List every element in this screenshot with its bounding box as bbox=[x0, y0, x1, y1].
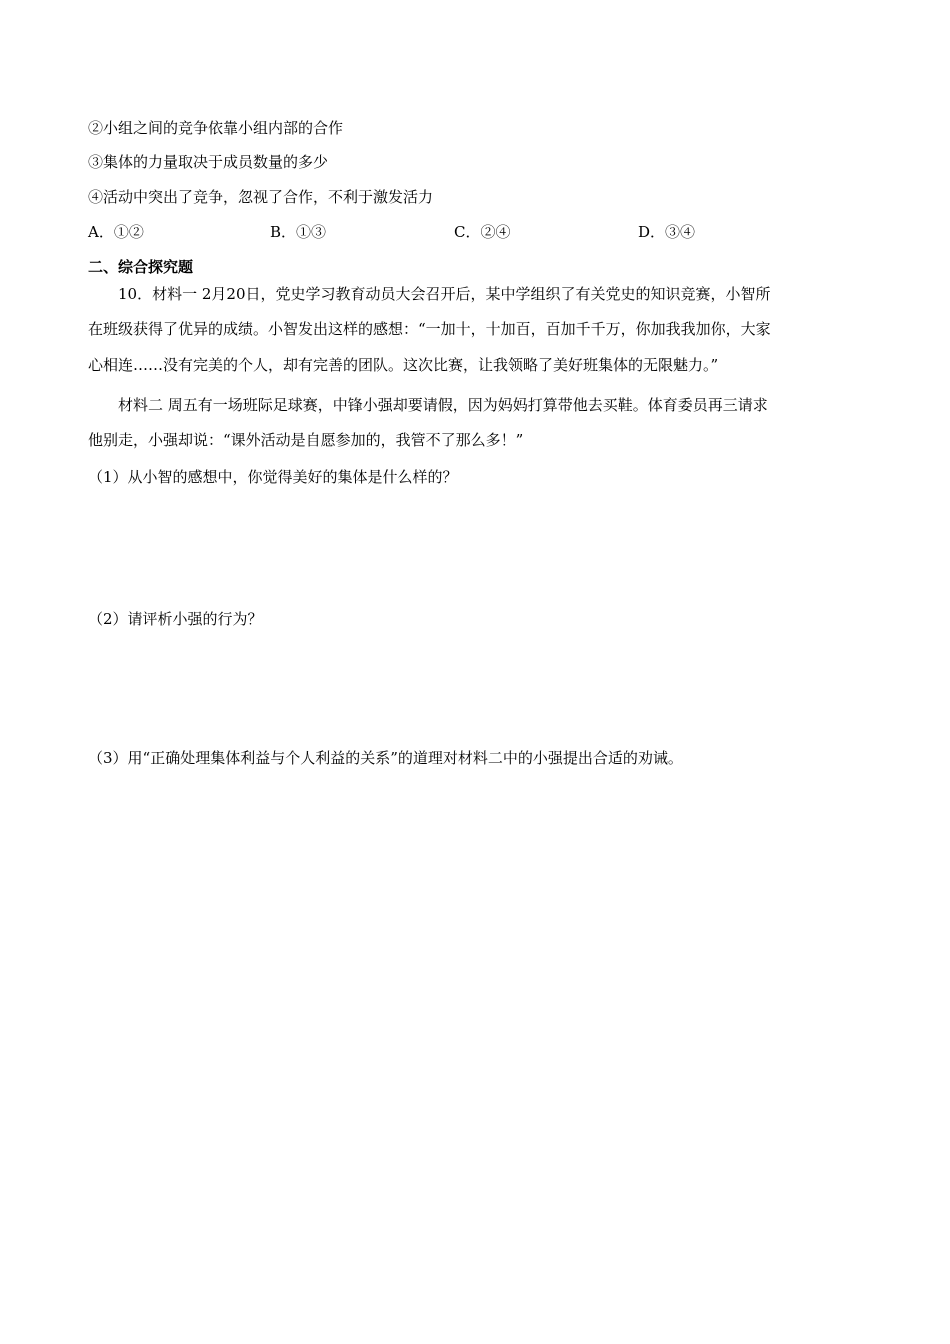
material-1-line-3: 心相连……没有完美的个人，却有完善的团队。这次比赛，让我领略了美好班集体的无限魅力。” bbox=[88, 356, 719, 374]
material-1-line-2: 在班级获得了优异的成绩。小智发出这样的感想：“一加十，十加百，百加千千万，你加我我加你，大家 bbox=[88, 320, 771, 338]
material-1-line-1: 10．材料一 2月20日，党史学习教育动员大会召开后，某中学组织了有关党史的知识竞赛，小智所 bbox=[118, 285, 771, 303]
material-2-line-1: 材料二 周五有一场班际足球赛，中锋小强却要请假，因为妈妈打算带他去买鞋。体育委员再三请求 bbox=[118, 396, 768, 414]
statement-3: ③集体的力量取决于成员数量的多少 bbox=[88, 153, 329, 171]
statement-4: ④活动中突出了竞争，忽视了合作，不利于激发活力 bbox=[88, 188, 434, 206]
material-2-line-2: 他别走，小强却说：“课外活动是自愿参加的，我管不了那么多！” bbox=[88, 431, 524, 449]
statement-2: ②小组之间的竞争依靠小组内部的合作 bbox=[88, 119, 344, 137]
option-b: B．①③ bbox=[270, 223, 327, 241]
answer-options bbox=[88, 222, 788, 242]
sub-question-2: （2）请评析小强的行为？ bbox=[88, 610, 263, 628]
sub-question-1: （1）从小智的感想中，你觉得美好的集体是什么样的？ bbox=[88, 468, 458, 486]
sub-question-3: （3）用“正确处理集体利益与个人利益的关系”的道理对材料二中的小强提出合适的劝诫。 bbox=[88, 749, 683, 767]
option-a: A．①② bbox=[88, 223, 144, 241]
section-heading: 二、综合探究题 bbox=[88, 258, 194, 276]
option-d: D．③④ bbox=[638, 223, 696, 241]
option-c: C．②④ bbox=[454, 223, 511, 241]
